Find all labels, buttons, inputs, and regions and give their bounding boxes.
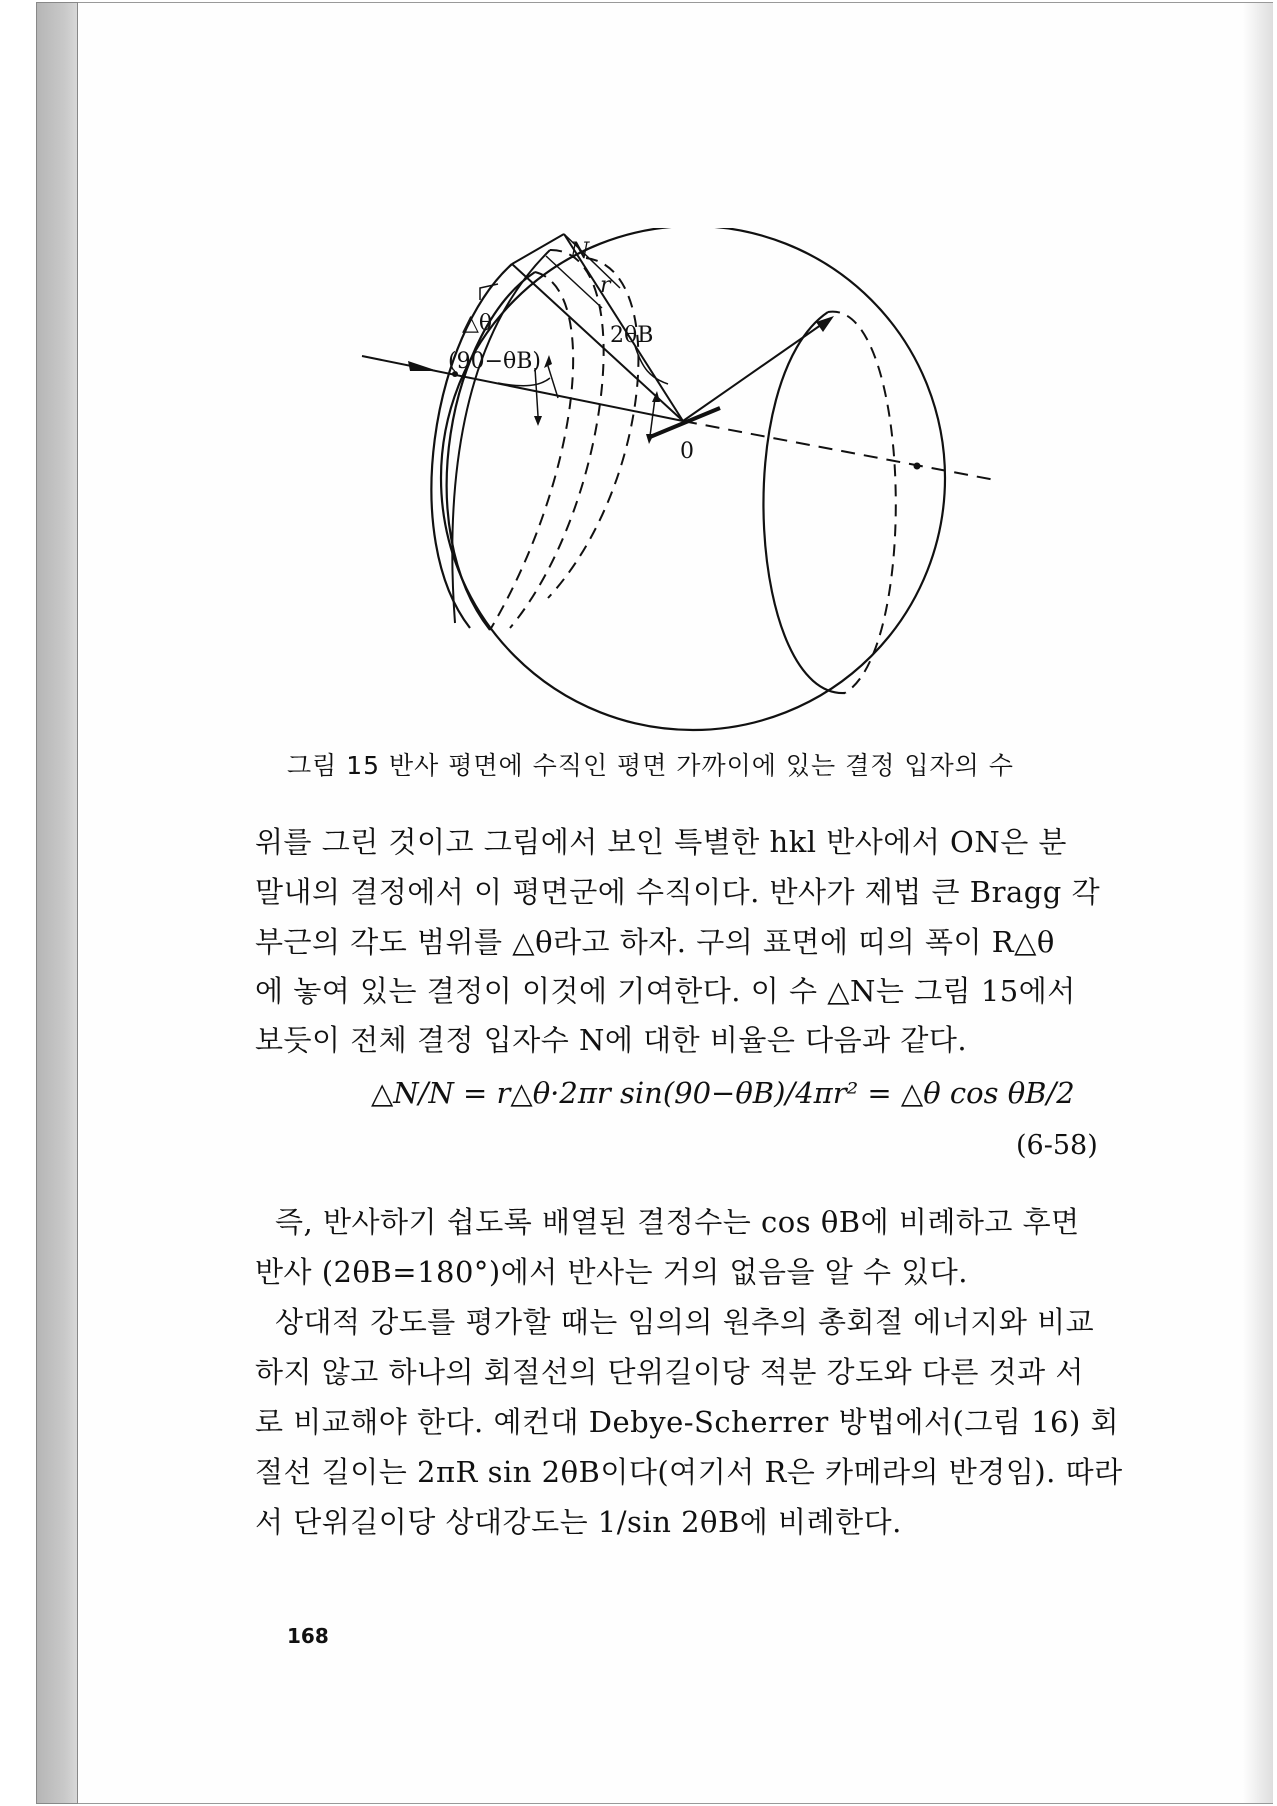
equation-number: (6-58) <box>1016 1130 1098 1161</box>
cone-ellipse-solid <box>763 312 845 693</box>
label-delta-theta: △θ <box>462 311 493 336</box>
incident-arrowhead <box>408 361 438 371</box>
para3-line-2: 하지 않고 하나의 회절선의 단위길이당 적분 강도와 다른 것과 서 <box>255 1355 1084 1389</box>
two-theta-shaft <box>650 398 655 436</box>
top-bar <box>512 234 564 264</box>
equation-6-58: △N/N = r△θ·2πr sin(90−θB)/4πr² = △θ cos θB/2 <box>371 1076 1075 1110</box>
figure-caption: 그림 15 반사 평면에 수직인 평면 가까이에 있는 결정 입자의 수 <box>287 751 1014 780</box>
label-ninety-minus-theta: (90−θB) <box>448 349 542 374</box>
figure-15-sphere-diagram <box>350 228 1010 734</box>
para1-line-4: 에 놓여 있는 결정이 이것에 기여한다. 이 수 △N는 그림 15에서 <box>255 974 1076 1008</box>
band-dashed-outer <box>490 272 573 630</box>
label-n: N <box>570 239 590 264</box>
two-theta-arrowhead-down <box>646 434 654 444</box>
para1-line-5: 보듯이 전체 결정 입자수 N에 대한 비율은 다음과 같다. <box>255 1023 968 1057</box>
para3-line-3: 로 비교해야 한다. 예컨대 Debye-Scherrer 방법에서(그림 16) 회 <box>255 1405 1120 1439</box>
para2-line-1: 즉, 반사하기 쉽도록 배열된 결정수는 cos θB에 비례하고 후면 <box>275 1205 1080 1239</box>
para2-line-2: 반사 (2θB=180°)에서 반사는 거의 없음을 알 수 있다. <box>255 1255 968 1289</box>
transmitted-beam <box>683 421 995 480</box>
label-r: r <box>600 273 611 298</box>
band-dashed-inner <box>510 250 604 628</box>
para1-line-1: 위를 그린 것이고 그림에서 보인 특별한 hkl 반사에서 ON은 분 <box>255 825 1067 859</box>
para3-line-4: 절선 길이는 2πR sin 2θB이다(여기서 R은 카메라의 반경임). 따라 <box>255 1455 1123 1489</box>
diffracted-beam <box>683 320 828 421</box>
exit-point <box>914 463 921 470</box>
ninety-arrowhead-down <box>534 416 542 426</box>
page-right-shadow <box>1243 3 1273 1803</box>
para1-line-2: 말내의 결정에서 이 평면군에 수직이다. 반사가 제법 큰 Bragg 각 <box>255 875 1101 909</box>
label-origin: 0 <box>680 439 694 464</box>
ninety-arrow-curve <box>498 378 550 386</box>
para1-line-3: 부근의 각도 범위를 △θ라고 하자. 구의 표면에 띠의 폭이 R△θ <box>255 925 1055 959</box>
label-two-theta-b: 2θB <box>610 323 654 348</box>
para3-line-1: 상대적 강도를 평가할 때는 임의의 원추의 총회절 에너지와 비교 <box>275 1305 1095 1339</box>
sphere-outline <box>441 228 945 730</box>
crystal-plane <box>650 408 720 437</box>
cone-ellipse-dashed <box>828 312 896 693</box>
book-spine-edge <box>36 2 78 1804</box>
para3-line-5: 서 단위길이당 상대강도는 1/sin 2θB에 비례한다. <box>255 1505 902 1539</box>
page-number: 168 <box>287 1624 329 1648</box>
